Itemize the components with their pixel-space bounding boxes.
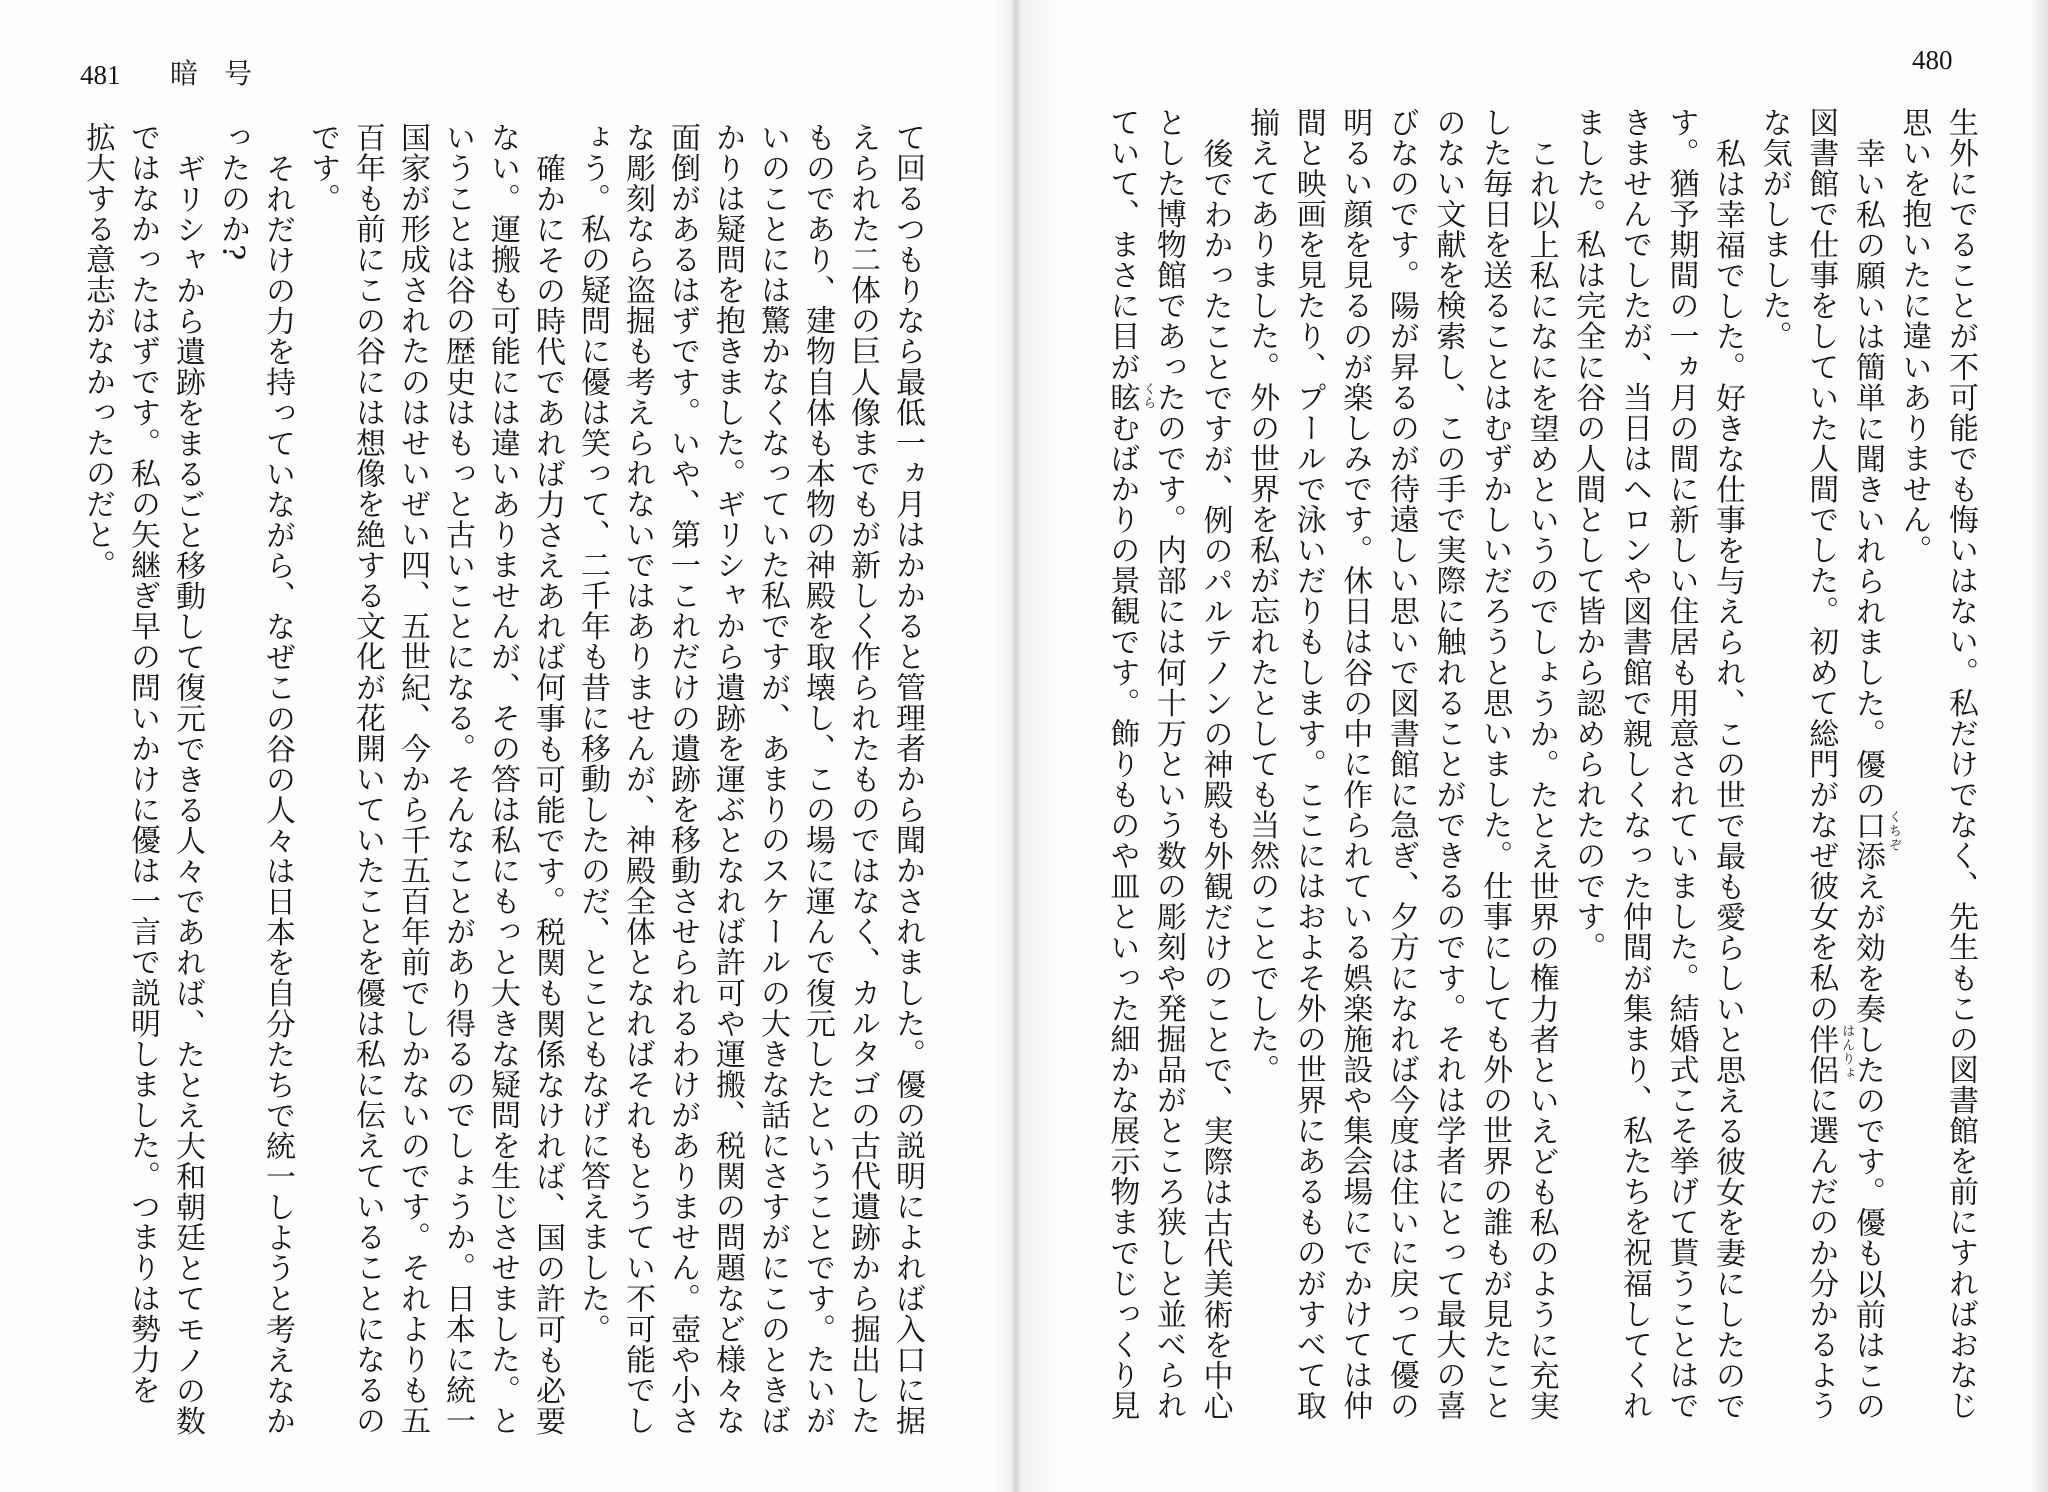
- text-block: [1098, 107, 1983, 1427]
- page-number: 480: [1912, 45, 1953, 75]
- text-column: て回るつもりなら最低一ヵ月はかかると管理者から聞かされました。優の説明によれば入口に据: [890, 122, 925, 1436]
- furigana: くちぞ: [1885, 809, 1901, 852]
- text-run: えが効を奏したのです。優も以前はこの: [1849, 870, 1885, 1421]
- text-column: 生外にでることが不可能でも悔いはない。私だけでなく、先生もこの図書館を前にすればおなじ: [1943, 107, 1978, 1421]
- text-column: な彫刻なら盗掘も考えられないではありませんが、神殿全体となればそれもとうてい不可能でし: [620, 122, 655, 1436]
- text-column: 間と映画を見たり、プールで泳いだりもします。ここにはおよそ外の世界にあるものがすべて取: [1290, 107, 1326, 1421]
- text-column: ない。運搬も可能には違いありませんが、その答は私にもっと大きな疑問を生じさせました。と: [485, 122, 520, 1436]
- text-column: かりは疑問を抱きました。ギリシャから遺跡を運ぶとなれば許可や運搬、税関の問題など様々な: [710, 122, 745, 1436]
- text-column: きませんでしたが、当日はヘロンや図書館で親しくなった仲間が集まり、私たちを祝福してくれ: [1616, 107, 1652, 1421]
- text-run: むばかりの景観です。飾りものや皿といった細かな展示物までじっくり見: [1104, 412, 1140, 1421]
- text-column: ではなかったはずです。私の矢継ぎ早の問いかけに優は一言で説明しました。つまりは勢力を: [125, 122, 160, 1406]
- text-column: ものであり、建物自体も本物の神殿を取壊し、この場に運んで復元したということです。たいが: [800, 122, 835, 1436]
- text-column: 拡大する意志がなかったのだと。: [80, 122, 115, 581]
- text-column: 思いを抱いたに違いありません。: [1896, 107, 1932, 566]
- text-column: のない文献を検索し、この手で実際に触れることができるのです。それは学者にとって最大の喜: [1430, 107, 1466, 1421]
- ruby-base: [1803, 1023, 1855, 1085]
- ruby-base-text: 眩: [1104, 381, 1140, 413]
- text-run: に選んだのか分かるよう: [1803, 1084, 1839, 1421]
- text-column: ギリシャから遺跡をまるごと移動して復元できる人々であれば、たとえ大和朝廷とてモノの数: [170, 152, 205, 1436]
- text-column: 私は幸福でした。好きな仕事を与えられ、この世で最も愛らしいと思える彼女を妻にしたので: [1710, 137, 1746, 1421]
- right-page: [1024, 0, 2048, 1492]
- text-column: 国家が形成されたのはせいぜい四、五世紀、今から千五百年前でしかないのです。それよりも五: [395, 122, 430, 1436]
- ruby-base: [1849, 809, 1901, 871]
- text-column: えられた二体の巨人像までもが新しく作られたものではなく、カルタゴの古代遺跡から掘出した: [845, 122, 880, 1436]
- text-column: いのことには驚かなくなっていた私ですが、あまりのスケールの大きな話にさすがにこのときば: [755, 122, 790, 1436]
- text-column: す。猶予期間の一ヵ月の間に新しい住居も用意されていました。結婚式こそ挙げて貰うことはで: [1663, 107, 1699, 1421]
- text-column: 後でわかったことですが、例のパルテノンの神殿も外観だけのことで、実際は古代美術を中心: [1197, 137, 1233, 1421]
- text-run: 幸い私の願いは簡単に聞きいれられました。優の: [1849, 137, 1885, 810]
- text-column: 明るい顔を見るのが楽しみです。休日は谷の中に作られている娯楽施設や集会場にでかけては仲: [1337, 107, 1373, 1421]
- text-column: な気がしました。: [1756, 107, 1792, 352]
- running-title: 暗号: [170, 57, 279, 90]
- text-column: とした博物館であったのです。内部には何十万という数の彫刻や発掘品がところ狭しと並べられ: [1150, 107, 1186, 1421]
- text-block: [75, 122, 930, 1442]
- text-column: これ以上私になにを望めというのでしょうか。たとえ世界の権力者といえども私のように充実: [1523, 137, 1559, 1421]
- text-column: ました。私は完全に谷の人間として皆から認められたのです。: [1570, 107, 1606, 963]
- text-run: ていて、まさに目が: [1104, 107, 1140, 382]
- furigana: はんりょ: [1839, 1023, 1855, 1080]
- text-column: [1098, 107, 1156, 1427]
- text-column: した毎日を送ることはむずかしいだろうと思いました。仕事にしても外の世界の誰もが見たこと: [1477, 107, 1513, 1421]
- text-column: それだけの力を持っていながら、なぜこの谷の人々は日本を自分たちで統一しようと考えなか: [260, 152, 295, 1436]
- text-column: びなのです。陽が昇るのが待遠しい思いで図書館に急ぎ、夕方になれば今度は住いに戻って優の: [1383, 107, 1419, 1421]
- ruby-base-text: 伴侶: [1803, 1023, 1839, 1085]
- ruby-base: [1104, 381, 1156, 413]
- text-column: ょう。私の疑問に優は笑って、二千年も昔に移動したのだ、とこともなげに答えました。: [575, 122, 610, 1344]
- furigana: くら: [1140, 381, 1156, 410]
- text-column: [1843, 107, 1901, 1427]
- text-column: 揃えてありました。外の世界を私が忘れたとしても当然のことでした。: [1244, 107, 1280, 1085]
- text-column: ったのか?: [215, 122, 250, 261]
- text-column: いうことは谷の歴史はもっと古いことになる。そんなことがあり得るのでしょうか。日本に統一: [440, 122, 475, 1436]
- text-column: 確かにその時代であれば力さえあれば何事も可能です。税関も関係なければ、国の許可も必要: [530, 152, 565, 1436]
- text-column: 面倒があるはずです。いや、第一これだけの遺跡を移動させられるわけがありません。壺や小さ: [665, 122, 700, 1436]
- text-column: 百年も前にこの谷には想像を絶する文化が花開いていたことを優は私に伝えていることになるの: [350, 122, 385, 1436]
- text-column: [1797, 107, 1855, 1427]
- ruby-base-text: 口添: [1849, 809, 1885, 871]
- text-run: 図書館で仕事をしていた人間でした。初めて総門がなぜ彼女を私の: [1803, 107, 1839, 1024]
- text-column: です。: [305, 122, 340, 214]
- page-number: 481: [80, 60, 121, 90]
